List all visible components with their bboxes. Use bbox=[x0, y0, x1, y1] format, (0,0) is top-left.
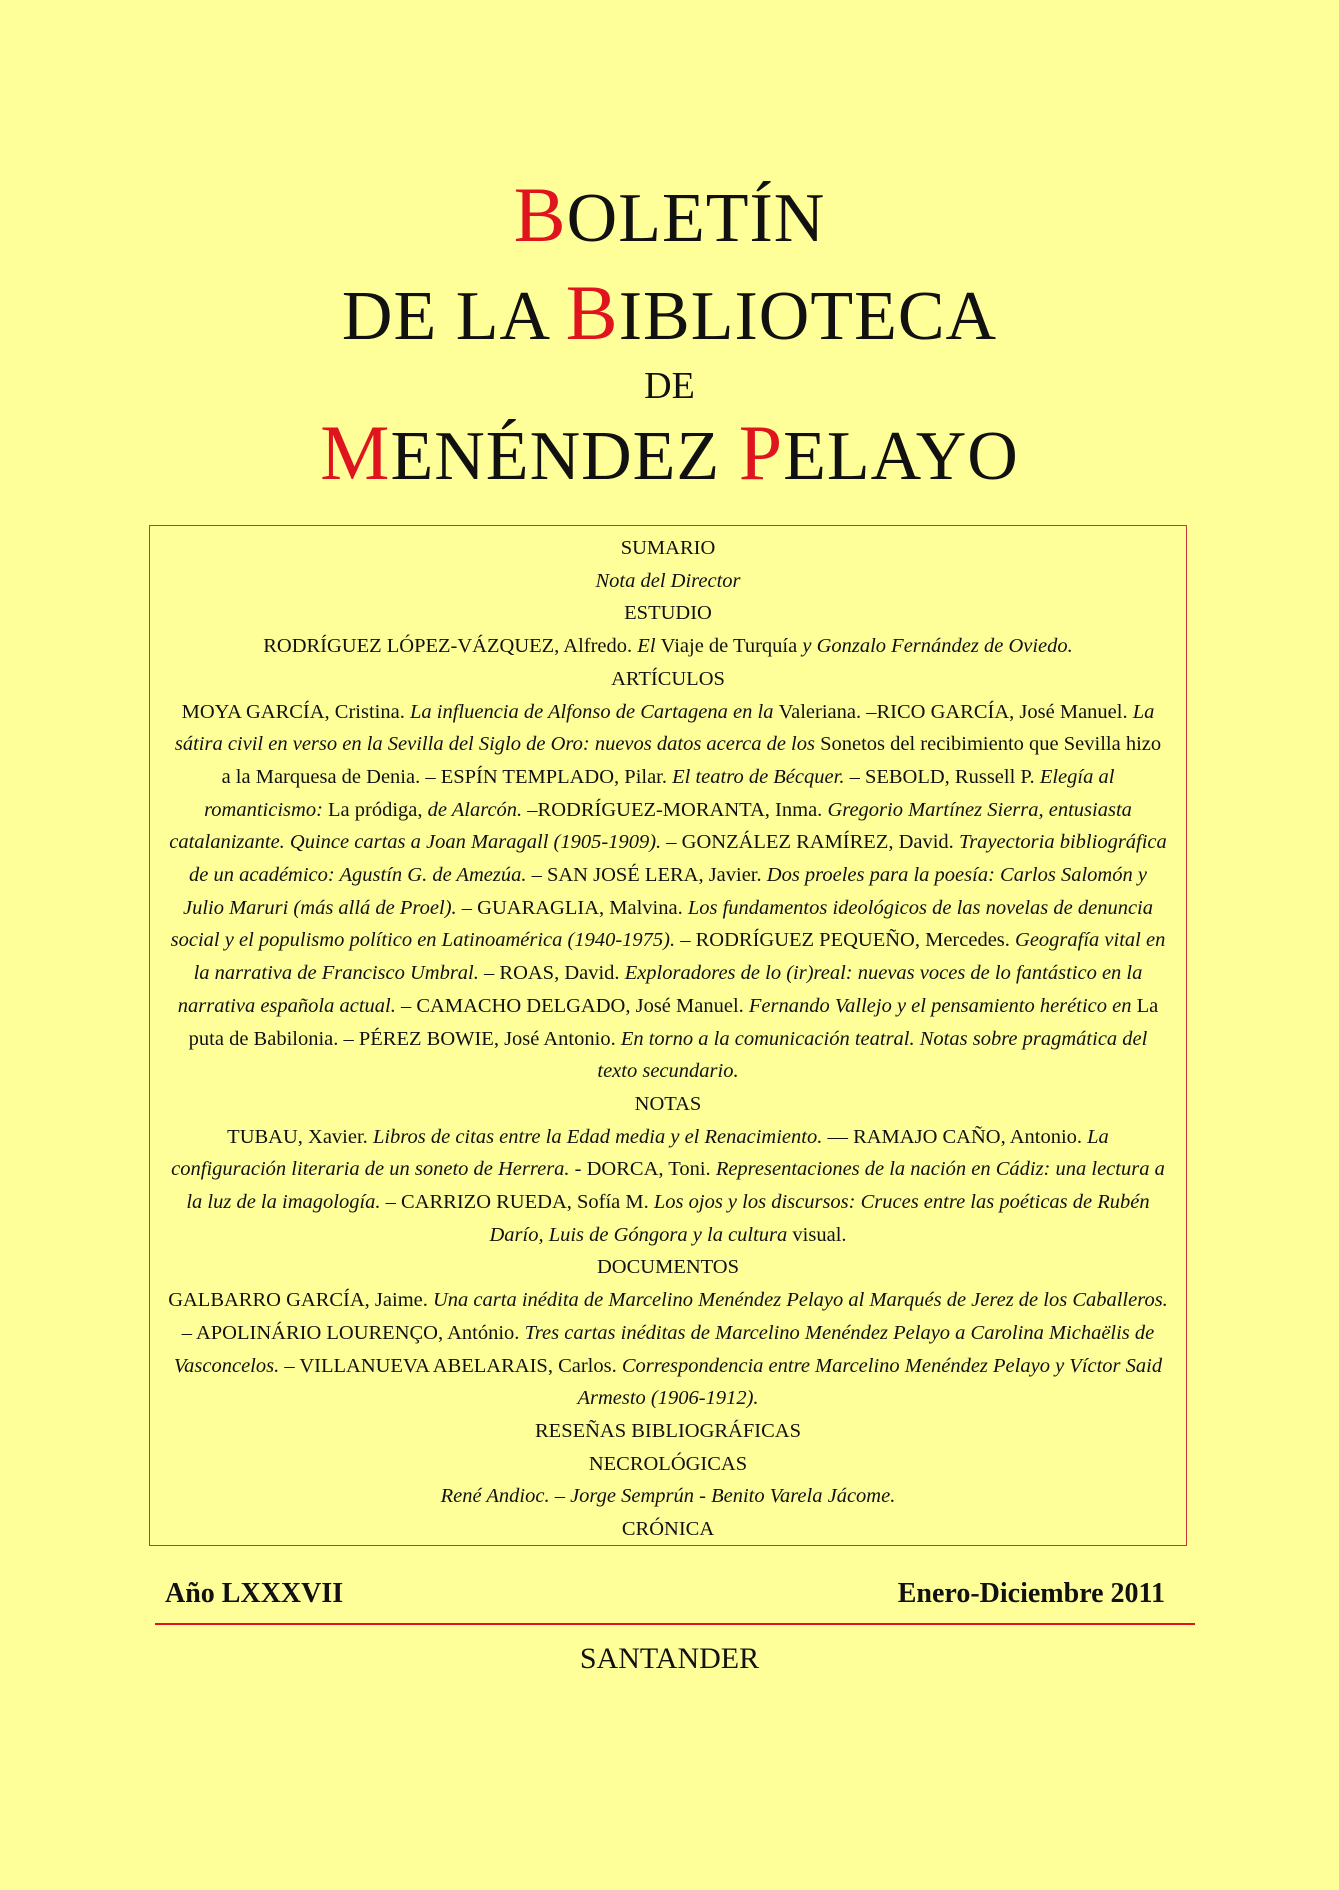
entry-segment: El teatro de Bécquer. bbox=[672, 765, 845, 788]
title-line-biblioteca: DE LA BIBLIOTECA bbox=[341, 269, 998, 356]
entry-segment: Exploradores de lo (ir)real: nuevas voces de lo fantástico en la narrativa española actual. bbox=[177, 962, 1143, 1017]
estudio-entries bbox=[168, 630, 1168, 663]
nota-del-director: Nota del Director bbox=[595, 569, 741, 592]
section-heading-necrologicas: NECROLÓGICAS bbox=[588, 1452, 748, 1475]
section-heading-resenas: RESEÑAS BIBLIOGRÁFICAS bbox=[535, 1419, 801, 1442]
entry-segment: Fernando Vallejo y el pensamiento herético en bbox=[748, 994, 1137, 1017]
entry-segment: Libros de citas entre la Edad media y el Renacimiento. bbox=[372, 1125, 823, 1148]
divider-rule bbox=[155, 1623, 1195, 1625]
section-heading-documentos: DOCUMENTOS bbox=[597, 1256, 739, 1279]
entry-segment: y Gonzalo Fernández de Oviedo. bbox=[797, 635, 1073, 658]
entry-segment: Los fundamentos ideológicos de las novelas de denuncia social y el populismo político en Latinoamérica (1940-1975). bbox=[170, 896, 1154, 952]
entry-segment: Gregorio Martínez Sierra, entusiasta catalanizante. Quince cartas a Joan Maragall (1905-1909). bbox=[169, 798, 1132, 854]
entry-segment: La puta de Babilonia. – PÉREZ BOWIE, José Antonio. bbox=[188, 994, 1159, 1050]
entry-segment: visual. bbox=[792, 1223, 847, 1246]
section-heading-articulos: ARTÍCULOS bbox=[611, 667, 725, 690]
entry-segment: GALBARRO GARCÍA, Jaime. bbox=[168, 1289, 433, 1312]
issue-date: Enero-Diciembre 2011 bbox=[897, 1578, 1165, 1609]
entry-segment: – CAMACHO DELGADO, José Manuel. bbox=[395, 994, 749, 1017]
entry-segment: Dos proeles para la poesía: Carlos Salomón y Julio Maruri (más allá de Proel). bbox=[182, 864, 1147, 919]
table-of-contents bbox=[149, 525, 1187, 1546]
entry-segment: – SEBOLD, Russell P. bbox=[844, 765, 1040, 788]
entry-segment: –RODRÍGUEZ-MORANTA, Inma. bbox=[522, 798, 828, 821]
section-heading-cronica: CRÓNICA bbox=[621, 1518, 715, 1541]
entry-segment: - DORCA, Toni. bbox=[569, 1158, 716, 1181]
entry-segment: La sátira civil en verso en la Sevilla del Siglo de Oro: nuevos datos acerca de los bbox=[174, 700, 1155, 756]
entry-segment: La influencia de Alfonso de Cartagena en la bbox=[409, 700, 779, 723]
entry-segment: Trayectoria bibliográfica de un académico: Agustín G. de Amezúa. bbox=[189, 831, 1167, 887]
entry-segment: Representaciones de la nación en Cádiz: una lectura a la luz de la imagología. bbox=[186, 1158, 1165, 1214]
entry-segment: de Alarcón. bbox=[427, 798, 523, 821]
section-heading-notas: NOTAS bbox=[634, 1092, 702, 1115]
journal-title bbox=[0, 171, 1339, 496]
entry-segment: La configuración literaria de un soneto de Herrera. bbox=[171, 1125, 1109, 1181]
articulos-entries bbox=[168, 696, 1168, 1088]
entry-segment: En torno a la comunicación teatral. Notas sobre pragmática del texto secundario. bbox=[597, 1027, 1148, 1083]
entry-segment: Correspondencia entre Marcelino Menéndez Pelayo y Víctor Said Armesto (1906-1912). bbox=[577, 1354, 1163, 1410]
entry-segment: MOYA GARCÍA, Cristina. bbox=[181, 700, 410, 723]
entry-segment: RODRÍGUEZ LÓPEZ-VÁZQUEZ, Alfredo. bbox=[263, 635, 638, 658]
entry-segment: — RAMAJO CAÑO, Antonio. bbox=[822, 1125, 1088, 1148]
entry-segment: El bbox=[637, 635, 661, 658]
title-line-boletin: BOLETÍN bbox=[513, 171, 826, 258]
entry-segment: – VILLANUEVA ABELARAIS, Carlos. bbox=[279, 1354, 622, 1377]
entry-segment: – APOLINÁRIO LOURENÇO, António. bbox=[181, 1321, 525, 1344]
title-line-de: DE bbox=[644, 365, 695, 407]
section-heading-estudio: ESTUDIO bbox=[624, 602, 712, 625]
entry-segment: Tres cartas inéditas de Marcelino Menéndez Pelayo a Carolina Michaëlis de Vasconcelos. bbox=[173, 1321, 1155, 1377]
entry-segment: – ROAS, David. bbox=[478, 962, 625, 985]
entry-segment: Los ojos y los discursos: Cruces entre las poéticas de Rubén Darío, Luis de Góngora y la cultura bbox=[489, 1191, 1150, 1246]
entry-segment: Elegía al romanticismo: bbox=[204, 765, 1115, 821]
entry-segment: Valeriana. –RICO GARCÍA, José Manuel. bbox=[778, 700, 1133, 723]
documentos-entries bbox=[168, 1284, 1168, 1415]
entry-segment: Viaje de Turquía bbox=[660, 635, 798, 658]
entry-segment: Sonetos del recibimiento que Sevilla hizo a la Marquesa de Denia. – ESPÍN TEMPLADO, Pilar. bbox=[221, 733, 1162, 788]
entry-segment: – CARRIZO RUEDA, Sofía M. bbox=[380, 1191, 654, 1214]
notas-entries bbox=[168, 1121, 1168, 1252]
issue-year: Año LXXXVII bbox=[165, 1578, 344, 1609]
entry-segment: La pródiga, bbox=[328, 798, 428, 821]
section-heading-sumario: SUMARIO bbox=[620, 537, 716, 559]
publication-city: SANTANDER bbox=[579, 1642, 760, 1675]
entry-segment: – RODRÍGUEZ PEQUEÑO, Mercedes. bbox=[675, 929, 1016, 952]
entry-segment: TUBAU, Xavier. bbox=[227, 1125, 373, 1148]
necrologicas-entries: René Andioc. – Jorge Semprún - Benito Varela Jácome. bbox=[440, 1485, 896, 1508]
entry-segment: Geografía vital en la narrativa de Francisco Umbral. bbox=[193, 929, 1166, 985]
entry-segment: – GONZÁLEZ RAMÍREZ, David. bbox=[661, 831, 959, 854]
entry-segment: – GUARAGLIA, Malvina. bbox=[456, 896, 688, 919]
entry-segment: – SAN JOSÉ LERA, Javier. bbox=[526, 864, 767, 887]
title-line-menendez-pelayo: MENÉNDEZ PELAYO bbox=[320, 409, 1019, 496]
entry-segment: Una carta inédita de Marcelino Menéndez Pelayo al Marqués de Jerez de los Caballeros. bbox=[433, 1289, 1168, 1312]
